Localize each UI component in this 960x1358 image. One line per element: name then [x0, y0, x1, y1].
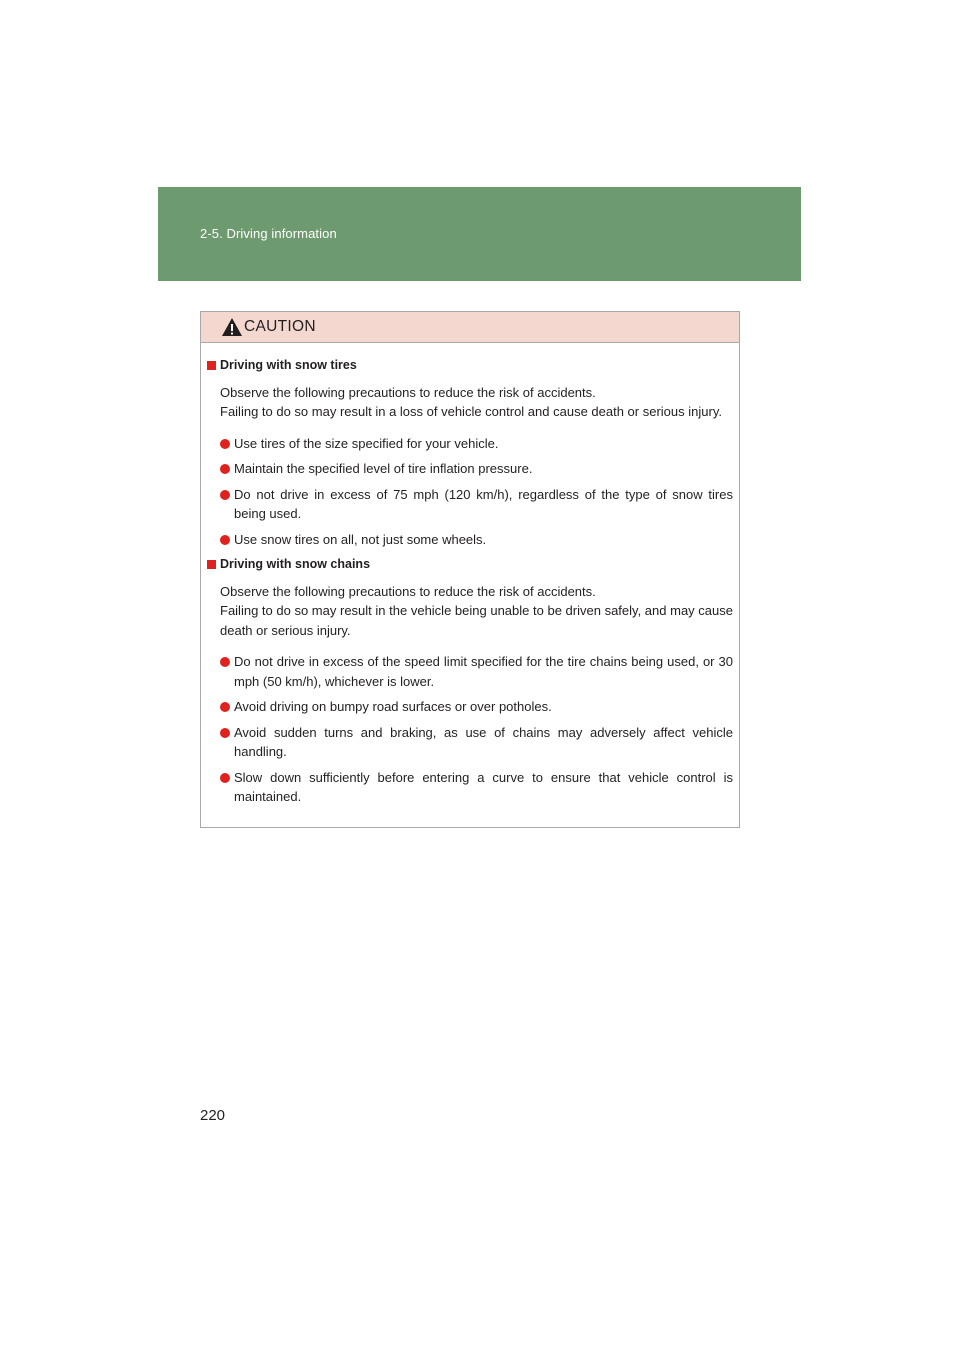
round-bullet-icon: [220, 490, 230, 500]
list-item: Slow down sufficiently before entering a curve to ensure that vehicle control is maintained.: [220, 768, 733, 807]
list-item: Do not drive in excess of the speed limit specified for the tire chains being used, or 30 mph (50 km/h), whichever is lower.: [220, 652, 733, 691]
round-bullet-icon: [220, 535, 230, 545]
caution-box: [200, 311, 740, 828]
round-bullet-icon: [220, 464, 230, 474]
caution-header: [201, 312, 739, 343]
paragraph: Observe the following precautions to reduce the risk of accidents. Failing to do so may result in a loss of vehicle control and cause death or serious injury.: [220, 384, 722, 419]
page-number: 220: [200, 1107, 226, 1124]
round-bullet-icon: [220, 657, 230, 667]
paragraph: Observe the following precautions to reduce the risk of accidents. Failing to do so may result in the vehicle being unable to be driven safely, and may cause death or serious injury.: [220, 583, 733, 638]
section-header-band: [158, 187, 801, 281]
subhead-snow-tires: Driving with snow tires: [207, 356, 733, 376]
warning-triangle-icon: [221, 317, 243, 337]
list-item: Use tires of the size specified for your vehicle.: [220, 434, 733, 454]
caution-label: CAUTION: [244, 318, 316, 335]
square-bullet-icon: [207, 560, 216, 569]
round-bullet-icon: [220, 439, 230, 449]
round-bullet-icon: [220, 702, 230, 712]
list-item: Use snow tires on all, not just some wheels.: [220, 530, 733, 550]
round-bullet-icon: [220, 728, 230, 738]
caution-body: [201, 343, 739, 807]
list-item: Maintain the specified level of tire inflation pressure.: [220, 459, 733, 479]
section-title: 2-5. Driving information: [200, 226, 337, 241]
list-item: Avoid sudden turns and braking, as use of chains may adversely affect vehicle handling.: [220, 723, 733, 762]
list-item: Do not drive in excess of 75 mph (120 km/h), regardless of the type of snow tires being used.: [220, 485, 733, 524]
subhead-snow-chains: Driving with snow chains: [207, 555, 733, 575]
round-bullet-icon: [220, 773, 230, 783]
square-bullet-icon: [207, 361, 216, 370]
list-item: Avoid driving on bumpy road surfaces or over potholes.: [220, 697, 733, 717]
